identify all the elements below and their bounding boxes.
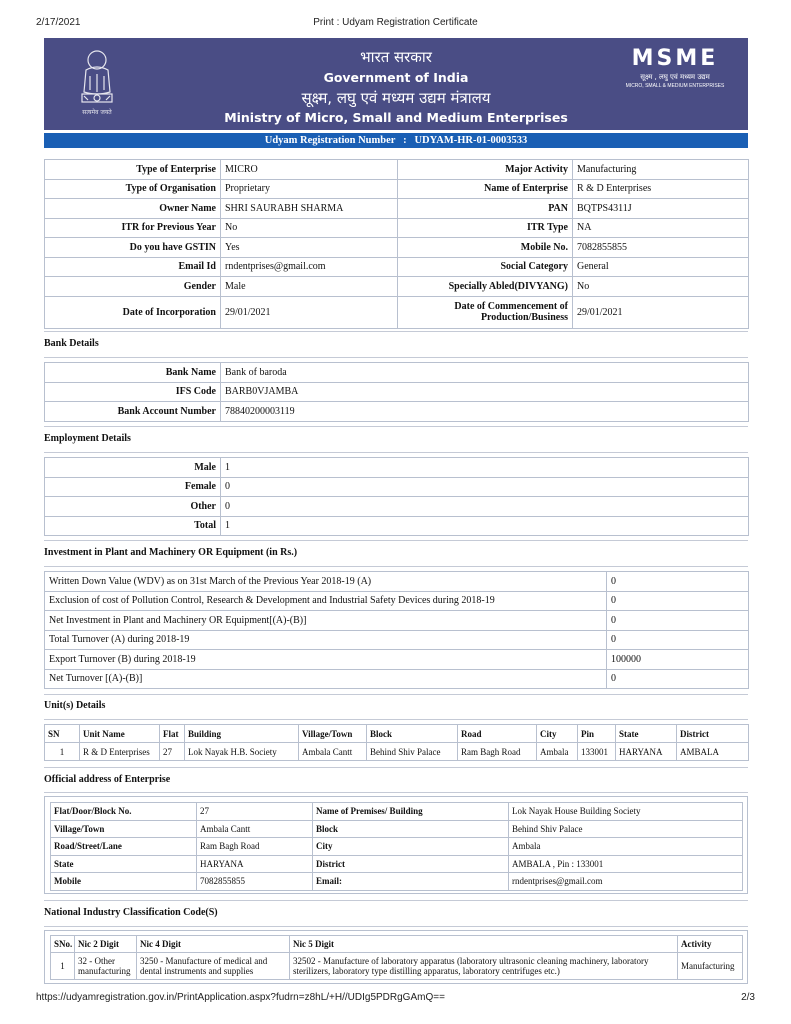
field-value: R & D Enterprises (573, 179, 749, 199)
table-row (45, 669, 749, 689)
table-cell: Behind Shiv Palace (367, 743, 458, 761)
field-label: Net Investment in Plant and Machinery OR Equipment[(A)-(B)] (45, 611, 607, 631)
table-row (45, 257, 749, 277)
table-row (51, 820, 743, 838)
field-value: 1 (221, 458, 749, 478)
field-label: IFS Code (45, 382, 221, 402)
field-value: 0 (221, 477, 749, 497)
field-value: BQTPS4311J (573, 199, 749, 219)
table-row (51, 855, 743, 873)
field-label: Type of Enterprise (45, 160, 221, 180)
table-cell: 1 (51, 953, 75, 980)
column-header: Nic 4 Digit (137, 936, 290, 953)
field-label: Name of Enterprise (398, 179, 573, 199)
column-header: SNo. (51, 936, 75, 953)
field-value: 1 (221, 516, 749, 536)
field-label: PAN (398, 199, 573, 219)
field-value: Bank of baroda (221, 363, 749, 383)
column-header: City (537, 725, 578, 743)
field-label: ITR Type (398, 218, 573, 238)
field-label: Block (313, 820, 509, 838)
msme-logo (620, 46, 730, 98)
field-value: 0 (607, 611, 749, 631)
field-value: No (573, 277, 749, 297)
field-value: Ambala Cantt (197, 820, 313, 838)
table-header-row (51, 936, 743, 953)
investment-table (44, 571, 749, 689)
field-label: Road/Street/Lane (51, 838, 197, 856)
table-row (45, 199, 749, 219)
print-url: https://udyamregistration.gov.in/PrintApplication.aspx?fudrn=z8hL/+H//UDIg5PDRgGAmQ== (36, 992, 445, 1003)
field-value: MICRO (221, 160, 398, 180)
field-label: Bank Name (45, 363, 221, 383)
table-row (45, 363, 749, 383)
table-row (45, 477, 749, 497)
units-heading: Unit(s) Details (44, 700, 106, 711)
investment-heading: Investment in Plant and Machinery OR Equipment (in Rs.) (44, 547, 298, 558)
field-value: Yes (221, 238, 398, 258)
field-value: 100000 (607, 650, 749, 670)
field-value: 0 (221, 497, 749, 517)
field-value: 0 (607, 630, 749, 650)
field-value: General (573, 257, 749, 277)
column-header: Pin (578, 725, 616, 743)
field-value: 29/01/2021 (573, 296, 749, 328)
divider (44, 566, 748, 567)
table-cell: Ram Bagh Road (458, 743, 537, 761)
field-value: Proprietary (221, 179, 398, 199)
column-header: Unit Name (80, 725, 160, 743)
field-value: No (221, 218, 398, 238)
msme-english-text: MICRO, SMALL & MEDIUM ENTERPRISES (625, 83, 725, 89)
column-header: State (616, 725, 677, 743)
table-cell: 133001 (578, 743, 616, 761)
divider (44, 694, 748, 695)
column-header: Block (367, 725, 458, 743)
divider (44, 426, 748, 427)
table-row (45, 591, 749, 611)
field-label: Exclusion of cost of Pollution Control, Research & Development and Industrial Safety Devices during 2018-19 (45, 591, 607, 611)
divider (44, 767, 748, 768)
print-header (36, 17, 755, 31)
field-value: Lok Nayak House Building Society (509, 803, 743, 821)
print-page-number: 2/3 (741, 992, 755, 1003)
field-value: 7082855855 (573, 238, 749, 258)
field-label: Export Turnover (B) during 2018-19 (45, 650, 607, 670)
table-row (45, 743, 749, 761)
field-label: Email: (313, 873, 509, 891)
field-label: Type of Organisation (45, 179, 221, 199)
registration-separator: : (403, 135, 407, 146)
field-label: Specially Abled(DIVYANG) (398, 277, 573, 297)
print-date: 2/17/2021 (36, 17, 81, 28)
field-label: Date of Incorporation (45, 296, 221, 328)
table-row (45, 218, 749, 238)
enterprise-details-table (44, 159, 749, 329)
table-cell: Manufacturing (678, 953, 743, 980)
field-label: Village/Town (51, 820, 197, 838)
column-header: Nic 5 Digit (290, 936, 678, 953)
divider (44, 792, 748, 793)
table-row (45, 516, 749, 536)
field-label: Other (45, 497, 221, 517)
nic-table (50, 935, 743, 980)
field-value: Manufacturing (573, 160, 749, 180)
table-cell: 27 (160, 743, 185, 761)
print-page-title: Print : Udyam Registration Certificate (313, 17, 478, 28)
emblem-caption: सत्यमेव जयते (82, 109, 112, 116)
registration-number-label: Udyam Registration Number (264, 135, 396, 146)
field-label: Total Turnover (A) during 2018-19 (45, 630, 607, 650)
field-value: 29/01/2021 (221, 296, 398, 328)
table-row (45, 277, 749, 297)
print-footer (36, 992, 755, 1006)
table-row (45, 458, 749, 478)
column-header: Building (185, 725, 299, 743)
field-label: Gender (45, 277, 221, 297)
field-label: Bank Account Number (45, 402, 221, 422)
govt-title: Government of India (323, 70, 469, 85)
table-row (45, 238, 749, 258)
divider (44, 331, 748, 332)
divider (44, 357, 748, 358)
field-label: Owner Name (45, 199, 221, 219)
units-table (44, 724, 749, 761)
divider (44, 540, 748, 541)
field-value: 78840200003119 (221, 402, 749, 422)
field-value: BARB0VJAMBA (221, 382, 749, 402)
divider (44, 926, 748, 927)
govt-hindi-title: भारत सरकार (360, 48, 432, 66)
field-value: Ram Bagh Road (197, 838, 313, 856)
ministry-title: Ministry of Micro, Small and Medium Enterprises (224, 110, 568, 125)
divider (44, 719, 748, 720)
field-value: rndentprises@gmail.com (221, 257, 398, 277)
employment-details-heading: Employment Details (44, 433, 131, 444)
table-cell: Lok Nayak H.B. Society (185, 743, 299, 761)
nic-heading: National Industry Classification Code(S) (44, 907, 218, 918)
table-row (45, 650, 749, 670)
table-row (51, 838, 743, 856)
field-label: District (313, 855, 509, 873)
field-label: Date of Commencement of Production/Business (398, 296, 573, 328)
field-label: Social Category (398, 257, 573, 277)
ministry-hindi-title: सूक्ष्म, लघु एवं मध्यम उद्यम मंत्रालय (301, 89, 491, 107)
table-row (51, 873, 743, 891)
table-row (45, 160, 749, 180)
table-cell: 32502 - Manufacture of laboratory apparatus (laboratory ultrasonic cleaning machinery, laboratory sterilizers, laboratory type distilling apparatus, laboratory centrifuges etc.) (290, 953, 678, 980)
bank-details-table (44, 362, 749, 422)
field-value: NA (573, 218, 749, 238)
column-header: Road (458, 725, 537, 743)
field-label: Male (45, 458, 221, 478)
field-label: City (313, 838, 509, 856)
table-cell: 32 - Other manufacturing (75, 953, 137, 980)
field-label: Major Activity (398, 160, 573, 180)
table-row (45, 402, 749, 422)
field-value: AMBALA , Pin : 133001 (509, 855, 743, 873)
msme-logo-text: MSME (631, 46, 719, 71)
field-value: HARYANA (197, 855, 313, 873)
column-header: SN (45, 725, 80, 743)
field-value: Behind Shiv Palace (509, 820, 743, 838)
column-header: Activity (678, 936, 743, 953)
registration-number-bar (44, 133, 748, 148)
msme-hindi-text: सूक्ष्म , लघु एवं मध्यम उद्यम (640, 73, 710, 81)
field-label: Written Down Value (WDV) as on 31st March of the Previous Year 2018-19 (A) (45, 572, 607, 592)
table-row (45, 382, 749, 402)
divider (44, 452, 748, 453)
table-cell: Ambala (537, 743, 578, 761)
table-cell: Ambala Cantt (299, 743, 367, 761)
column-header: District (677, 725, 749, 743)
column-header: Village/Town (299, 725, 367, 743)
table-row (51, 803, 743, 821)
registration-number: UDYAM-HR-01-0003533 (414, 135, 528, 146)
official-address-heading: Official address of Enterprise (44, 774, 171, 785)
ministry-banner (44, 38, 748, 130)
field-value: Ambala (509, 838, 743, 856)
field-label: Name of Premises/ Building (313, 803, 509, 821)
table-row (45, 572, 749, 592)
bank-details-heading: Bank Details (44, 338, 99, 349)
table-cell: 1 (45, 743, 80, 761)
table-header-row (45, 725, 749, 743)
field-label: Total (45, 516, 221, 536)
field-value: Male (221, 277, 398, 297)
official-address-table (50, 802, 743, 891)
divider (44, 900, 748, 901)
table-cell: 3250 - Manufacture of medical and dental instruments and supplies (137, 953, 290, 980)
field-value: SHRI SAURABH SHARMA (221, 199, 398, 219)
field-label: Mobile No. (398, 238, 573, 258)
field-label: Flat/Door/Block No. (51, 803, 197, 821)
table-row (45, 497, 749, 517)
field-label: State (51, 855, 197, 873)
table-row (45, 296, 749, 328)
field-value: 7082855855 (197, 873, 313, 891)
field-value: 0 (607, 669, 749, 689)
table-row (51, 953, 743, 980)
field-value: rndentprises@gmail.com (509, 873, 743, 891)
field-value: 27 (197, 803, 313, 821)
table-row (45, 630, 749, 650)
field-label: Email Id (45, 257, 221, 277)
field-label: Net Turnover [(A)-(B)] (45, 669, 607, 689)
column-header: Nic 2 Digit (75, 936, 137, 953)
field-value: 0 (607, 591, 749, 611)
employment-details-table (44, 457, 749, 536)
field-label: Female (45, 477, 221, 497)
field-value: 0 (607, 572, 749, 592)
field-label: ITR for Previous Year (45, 218, 221, 238)
table-cell: R & D Enterprises (80, 743, 160, 761)
column-header: Flat (160, 725, 185, 743)
table-row (45, 611, 749, 631)
table-cell: HARYANA (616, 743, 677, 761)
field-label: Do you have GSTIN (45, 238, 221, 258)
table-cell: AMBALA (677, 743, 749, 761)
table-row (45, 179, 749, 199)
field-label: Mobile (51, 873, 197, 891)
